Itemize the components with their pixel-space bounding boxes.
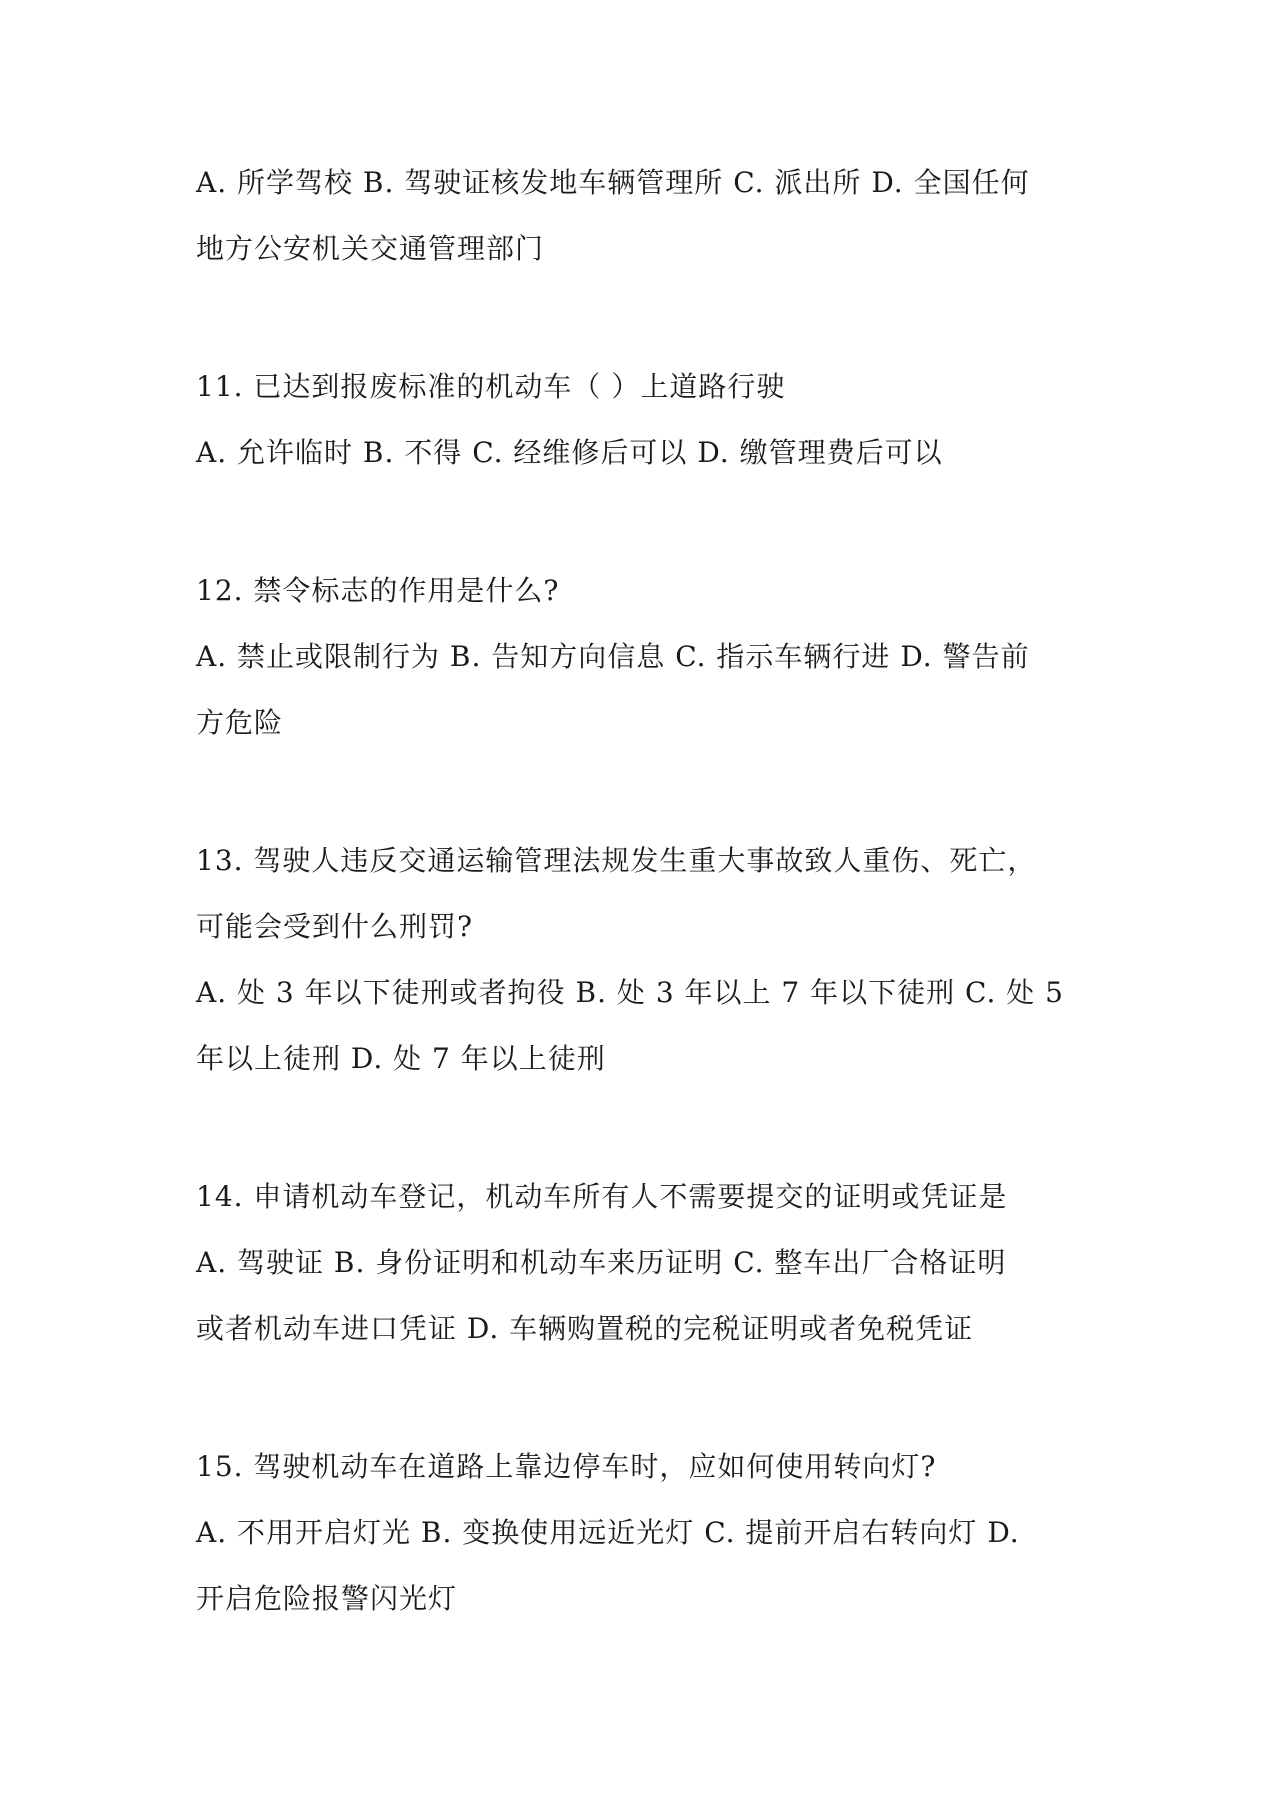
answer-options: A. 处 3 年以下徒刑或者拘役 B. 处 3 年以上 7 年以下徒刑 C. 处 5 [196, 976, 1064, 1009]
question-12 [196, 558, 1096, 756]
answer-options: 方危险 [196, 706, 284, 739]
text-line: 地方公安机关交通管理部门 [196, 232, 545, 265]
question-14 [196, 1164, 1096, 1362]
question-10-continuation [196, 150, 1096, 282]
question-text: 15. 驾驶机动车在道路上靠边停车时，应如何使用转向灯? [196, 1450, 937, 1483]
document-page [196, 150, 1096, 1632]
question-text: 12. 禁令标志的作用是什么? [196, 574, 560, 607]
answer-options: A. 驾驶证 B. 身份证明和机动车来历证明 C. 整车出厂合格证明 [196, 1246, 1007, 1279]
answer-options: 开启危险报警闪光灯 [196, 1582, 458, 1615]
answer-options: A. 不用开启灯光 B. 变换使用远近光灯 C. 提前开启右转向灯 D. [196, 1516, 1020, 1549]
answer-options: A. 允许临时 B. 不得 C. 经维修后可以 D. 缴管理费后可以 [196, 436, 943, 469]
question-text: 13. 驾驶人违反交通运输管理法规发生重大事故致人重伤、死亡， [196, 844, 1037, 877]
question-text: 14. 申请机动车登记，机动车所有人不需要提交的证明或凭证是 [196, 1180, 1008, 1213]
question-text: 11. 已达到报废标准的机动车（ ）上道路行驶 [196, 370, 786, 403]
answer-options: 或者机动车进口凭证 D. 车辆购置税的完税证明或者免税凭证 [196, 1312, 974, 1345]
question-13 [196, 828, 1096, 1092]
question-text: 可能会受到什么刑罚? [196, 910, 474, 943]
answer-options: 年以上徒刑 D. 处 7 年以上徒刑 [196, 1042, 606, 1075]
question-11 [196, 354, 1096, 486]
answer-options: A. 禁止或限制行为 B. 告知方向信息 C. 指示车辆行进 D. 警告前 [196, 640, 1030, 673]
question-15 [196, 1434, 1096, 1632]
text-line: A. 所学驾校 B. 驾驶证核发地车辆管理所 C. 派出所 D. 全国任何 [196, 166, 1030, 199]
